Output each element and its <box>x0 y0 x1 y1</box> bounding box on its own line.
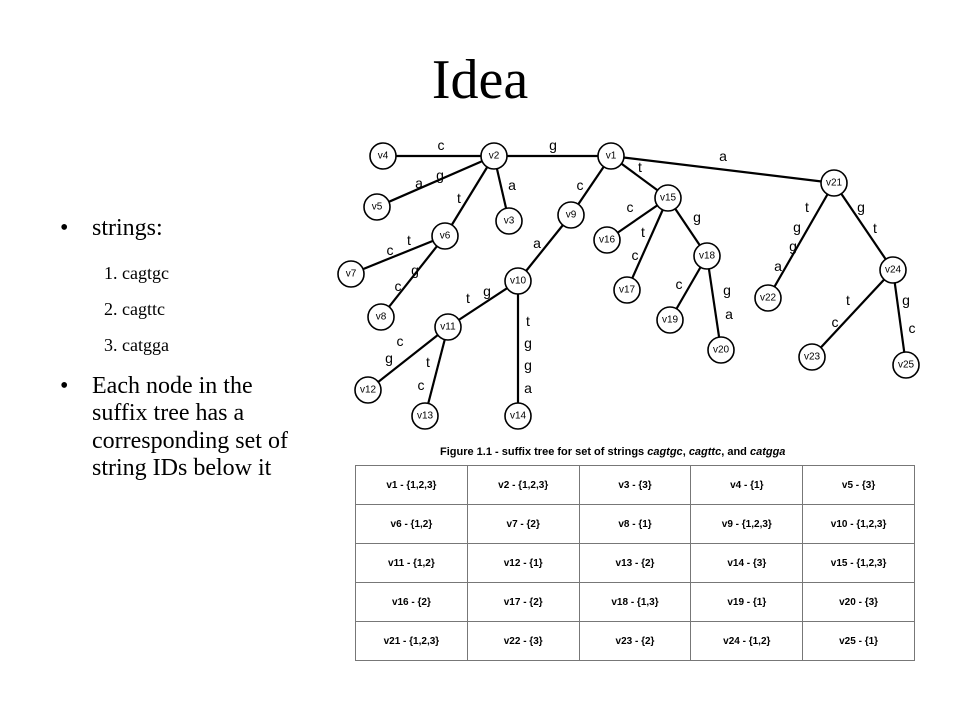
table-cell: v1 - {1,2,3} <box>356 466 468 505</box>
table-cell: v15 - {1,2,3} <box>803 544 915 583</box>
caption-joiner: , and <box>721 446 750 458</box>
node-label-v25: v25 <box>897 359 915 371</box>
edge-label-v21-v22: t <box>805 199 809 215</box>
table-cell: v20 - {3} <box>803 583 915 622</box>
edge-v21-v22 <box>768 183 834 298</box>
node-label-v17: v17 <box>618 284 636 296</box>
edge-label-v21-v22: g <box>793 219 801 235</box>
edge-label-v10-v14: g <box>524 357 532 373</box>
edge-v18-v20 <box>707 256 721 350</box>
edge-label-v24-v23: t <box>846 292 850 308</box>
node-label-v7: v7 <box>345 268 357 280</box>
table-cell: v14 - {3} <box>691 544 803 583</box>
edge-label-v9-v10: a <box>533 235 541 251</box>
table-cell: v5 - {3} <box>803 466 915 505</box>
edge-label-v2-v5: g <box>436 167 444 183</box>
edge-v21-v24 <box>834 183 893 270</box>
edge-label-v10-v14: a <box>524 380 532 396</box>
bullet-dot: • <box>60 215 69 241</box>
table-cell: v8 - {1} <box>579 505 691 544</box>
node-label-v8: v8 <box>375 311 387 323</box>
edge-label-v10-v11: t <box>466 290 470 306</box>
edge-label-v21-v22: g <box>789 238 797 254</box>
edge-label-v18-v19: c <box>675 276 683 292</box>
node-label-v21: v21 <box>825 177 843 189</box>
table-cell: v4 - {1} <box>691 466 803 505</box>
table-cell: v25 - {1} <box>803 622 915 661</box>
edge-label-v1-v15: t <box>638 159 642 175</box>
edge-label-v10-v11: g <box>483 283 491 299</box>
node-label-v22: v22 <box>759 292 777 304</box>
edge-label-v1-v2: g <box>549 137 557 153</box>
edge-label-v1-v21: a <box>719 148 727 164</box>
edge-label-v11-v12: g <box>385 350 393 366</box>
edge-label-v6-v8: c <box>394 278 402 294</box>
caption-string-2: cagttc <box>688 446 722 458</box>
edge-label-v15-v17: c <box>631 247 639 263</box>
table-cell: v2 - {1,2,3} <box>467 466 579 505</box>
edge-label-v11-v13: t <box>426 354 430 370</box>
table-cell: v10 - {1,2,3} <box>803 505 915 544</box>
table-cell: v21 - {1,2,3} <box>356 622 468 661</box>
table-row <box>356 583 915 622</box>
node-label-v5: v5 <box>371 201 383 213</box>
caption-prefix: Figure 1.1 - suffix tree for set of strings <box>440 446 648 458</box>
table-cell: v13 - {2} <box>579 544 691 583</box>
node-label-v16: v16 <box>598 234 616 246</box>
edge-label-v21-v22: a <box>774 258 782 274</box>
edge-label-v6-v7: c <box>386 242 394 258</box>
table-row <box>356 466 915 505</box>
explanation-text: Each node in the suffix tree has a corresponding set of string IDs below it <box>92 372 288 482</box>
edge-label-v15-v16: c <box>626 199 634 215</box>
table-cell: v12 - {1} <box>467 544 579 583</box>
node-label-v3: v3 <box>503 215 515 227</box>
caption-string-1: cagtgc <box>647 446 683 458</box>
node-id-table <box>355 465 915 661</box>
node-label-v23: v23 <box>803 351 821 363</box>
node-label-v15: v15 <box>659 192 677 204</box>
table-cell: v7 - {2} <box>467 505 579 544</box>
edge-label-v24-v23: c <box>831 314 839 330</box>
table-row <box>356 544 915 583</box>
table-row <box>356 505 915 544</box>
edge-label-v2-v6: t <box>457 190 461 206</box>
table-cell: v16 - {2} <box>356 583 468 622</box>
node-label-v20: v20 <box>712 344 730 356</box>
string-item: 1. cagtgc <box>104 262 169 283</box>
string-item: 2. cagttc <box>104 298 165 319</box>
edge-label-v21-v24: g <box>857 199 865 215</box>
edge-label-v18-v20: g <box>723 282 731 298</box>
table-cell: v6 - {1,2} <box>356 505 468 544</box>
node-label-v9: v9 <box>565 209 577 221</box>
table-cell: v18 - {1,3} <box>579 583 691 622</box>
edge-label-v2-v3: a <box>508 177 516 193</box>
node-label-v24: v24 <box>884 264 902 276</box>
node-label-v10: v10 <box>509 275 527 287</box>
edge-v24-v23 <box>812 270 893 357</box>
edge-v2-v6 <box>445 156 494 236</box>
node-label-v14: v14 <box>509 410 527 422</box>
edge-label-v15-v17: t <box>641 224 645 240</box>
caption-comma: , <box>682 446 689 458</box>
strings-label: strings: <box>92 215 163 241</box>
caption-string-3: catgga <box>749 446 786 458</box>
figure-caption <box>440 446 785 458</box>
edge-label-v1-v9: c <box>576 177 584 193</box>
edge-label-v15-v18: g <box>693 209 701 225</box>
node-label-v6: v6 <box>439 230 451 242</box>
edge-label-v2-v4: c <box>437 137 445 153</box>
edge-label-v24-v25: c <box>908 320 916 336</box>
edge-label-v6-v8: g <box>411 262 419 278</box>
node-label-v12: v12 <box>359 384 377 396</box>
table-cell: v23 - {2} <box>579 622 691 661</box>
edge-label-v21-v24: t <box>873 220 877 236</box>
node-label-v4: v4 <box>377 150 389 162</box>
edge-v11-v12 <box>368 327 448 390</box>
edge-label-v18-v20: a <box>725 306 733 322</box>
bullet-dot: • <box>60 372 69 399</box>
edge-label-v11-v12: c <box>396 333 404 349</box>
table-cell: v3 - {3} <box>579 466 691 505</box>
table-cell: v22 - {3} <box>467 622 579 661</box>
node-label-v18: v18 <box>698 250 716 262</box>
table-row <box>356 622 915 661</box>
node-label-v13: v13 <box>416 410 434 422</box>
string-item: 3. catgga <box>104 334 169 355</box>
edge-label-v2-v5: a <box>415 175 423 191</box>
edge-label-v24-v25: g <box>902 292 910 308</box>
node-label-v1: v1 <box>605 150 617 162</box>
table-cell: v17 - {2} <box>467 583 579 622</box>
edge-label-v6-v7: t <box>407 232 411 248</box>
node-label-v19: v19 <box>661 314 679 326</box>
table-cell: v19 - {1} <box>691 583 803 622</box>
edge-label-v10-v14: t <box>526 313 530 329</box>
node-label-v2: v2 <box>488 150 500 162</box>
table-cell: v24 - {1,2} <box>691 622 803 661</box>
edge-label-v11-v13: c <box>417 377 425 393</box>
slide-title: Idea <box>431 49 529 111</box>
edge-label-v10-v14: g <box>524 335 532 351</box>
edge-v24-v25 <box>893 270 906 365</box>
node-label-v11: v11 <box>440 321 456 333</box>
table-cell: v11 - {1,2} <box>356 544 468 583</box>
table-cell: v9 - {1,2,3} <box>691 505 803 544</box>
